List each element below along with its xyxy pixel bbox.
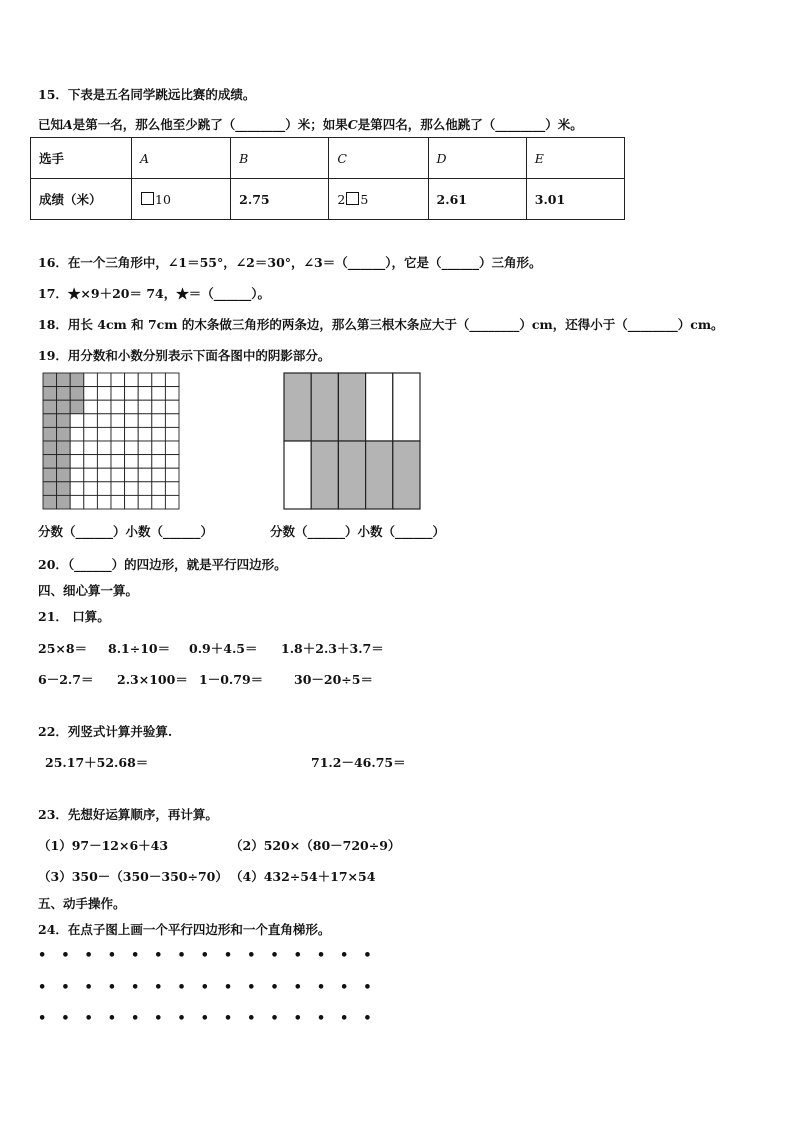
grid-cell xyxy=(125,427,139,441)
q15-letter-a: A xyxy=(63,117,73,132)
q22-title: 22．列竖式计算并验算. xyxy=(38,724,173,739)
grid-cell xyxy=(84,387,98,401)
q23-item: （3）350－（350－350÷70） xyxy=(38,869,228,884)
score-a-digits: 10 xyxy=(155,191,171,207)
rect-part xyxy=(284,441,311,509)
grid-cell xyxy=(138,468,152,482)
grid-cell xyxy=(111,495,125,509)
grid-cell xyxy=(138,400,152,414)
table-cell-player: E xyxy=(526,138,624,179)
grid-cell xyxy=(70,387,84,401)
table-cell-score-d: 2.61 xyxy=(428,179,526,220)
table-cell-score-a xyxy=(132,179,231,220)
grid-cell xyxy=(152,414,166,428)
rect-part xyxy=(393,441,420,509)
grid-cell xyxy=(70,373,84,387)
grid-cell xyxy=(84,414,98,428)
grid-cell xyxy=(138,482,152,496)
q21-title: 21． 口算。 xyxy=(38,609,110,624)
table-cell-player: C xyxy=(329,138,428,179)
grid-cell xyxy=(165,441,179,455)
grid-cell xyxy=(152,400,166,414)
grid-cell xyxy=(43,468,57,482)
rect-part xyxy=(366,373,393,441)
grid-cell xyxy=(70,468,84,482)
grid-cell xyxy=(57,482,71,496)
grid-cell xyxy=(152,455,166,469)
grid-cell xyxy=(111,414,125,428)
grid-cell xyxy=(111,455,125,469)
grid-cell xyxy=(165,455,179,469)
grid-cell xyxy=(70,414,84,428)
grid-cell xyxy=(84,373,98,387)
grid-cell xyxy=(138,387,152,401)
grid-cell xyxy=(43,414,57,428)
rect-part xyxy=(338,441,365,509)
grid-cell xyxy=(138,414,152,428)
grid-cell xyxy=(57,455,71,469)
q19-answer-left: 分数（______）小数（______） xyxy=(38,524,214,539)
q16: 16．在一个三角形中，∠1＝55°，∠2＝30°，∠3＝（______），它是（______）三角形。 xyxy=(38,255,542,270)
q20: 20．（______）的四边形，就是平行四边形。 xyxy=(38,557,287,572)
q21-item: 6－2.7＝ xyxy=(38,672,94,687)
grid-cell xyxy=(165,400,179,414)
q19-rectangle-figure xyxy=(283,372,423,512)
grid-cell xyxy=(43,495,57,509)
grid-cell xyxy=(84,482,98,496)
q15-question xyxy=(38,115,583,133)
grid-cell xyxy=(111,482,125,496)
grid-cell xyxy=(70,441,84,455)
grid-cell xyxy=(57,495,71,509)
grid-cell xyxy=(70,400,84,414)
score-c-prefix: 2 xyxy=(337,191,346,207)
grid-cell xyxy=(165,495,179,509)
grid-cell xyxy=(152,482,166,496)
q15-score-table xyxy=(30,137,625,220)
q21-item: 1－0.79＝ xyxy=(199,672,264,687)
q21-item: 30－20÷5＝ xyxy=(294,672,373,687)
grid-cell xyxy=(125,373,139,387)
grid-cell xyxy=(97,414,111,428)
table-cell-player: B xyxy=(231,138,329,179)
grid-cell xyxy=(111,468,125,482)
q21-item: 0.9＋4.5＝ xyxy=(189,641,258,656)
blank-box-icon xyxy=(346,192,359,205)
q15-title: 15．下表是五名同学跳远比赛的成绩。 xyxy=(38,87,256,102)
grid-cell xyxy=(84,441,98,455)
grid-cell xyxy=(152,441,166,455)
table-row xyxy=(31,179,625,220)
dot-row: • • • • • • • • • • • • • • • xyxy=(38,1011,377,1026)
grid-cell xyxy=(138,441,152,455)
rect-part xyxy=(284,373,311,441)
grid-cell xyxy=(125,495,139,509)
grid-cell xyxy=(84,400,98,414)
grid-cell xyxy=(111,427,125,441)
grid-cell xyxy=(138,373,152,387)
q22-item: 25.17＋52.68＝ xyxy=(45,755,149,770)
grid-cell xyxy=(43,387,57,401)
rect-part xyxy=(366,441,393,509)
grid-cell xyxy=(97,495,111,509)
grid-cell xyxy=(165,414,179,428)
grid-cell xyxy=(97,427,111,441)
score-c-suffix: 5 xyxy=(360,191,369,207)
q15-part2: 是第四名，那么他跳了（________）米。 xyxy=(357,117,583,132)
grid-cell xyxy=(152,495,166,509)
q24-title: 24．在点子图上画一个平行四边形和一个直角梯形。 xyxy=(38,922,331,937)
q19-answer-right: 分数（______）小数（______） xyxy=(270,524,446,539)
q21-item: 8.1÷10＝ xyxy=(108,641,171,656)
grid-cell xyxy=(70,495,84,509)
q21-item: 1.8＋2.3＋3.7＝ xyxy=(281,641,384,656)
grid-cell xyxy=(84,427,98,441)
grid-cell xyxy=(43,400,57,414)
q23-item: （1）97－12×6＋43 xyxy=(38,838,169,853)
dot-row: • • • • • • • • • • • • • • • xyxy=(38,948,377,963)
table-cell-player: D xyxy=(428,138,526,179)
section-4-heading: 四、细心算一算。 xyxy=(38,583,139,598)
grid-cell xyxy=(97,400,111,414)
grid-cell xyxy=(165,427,179,441)
q23-item: （4）432÷54＋17×54 xyxy=(230,869,376,884)
grid-cell xyxy=(97,468,111,482)
grid-cell xyxy=(152,387,166,401)
grid-cell xyxy=(165,373,179,387)
q23-title: 23．先想好运算顺序，再计算。 xyxy=(38,807,218,822)
grid-cell xyxy=(57,468,71,482)
grid-cell xyxy=(138,455,152,469)
grid-cell xyxy=(152,373,166,387)
q17: 17．★×9＋20＝ 74，★＝（______）。 xyxy=(38,286,270,301)
grid-cell xyxy=(125,468,139,482)
rect-part xyxy=(311,441,338,509)
grid-cell xyxy=(125,482,139,496)
q19-hundred-grid xyxy=(42,372,182,512)
table-row-label: 成绩（米） xyxy=(31,179,132,220)
grid-cell xyxy=(165,482,179,496)
q19-title: 19．用分数和小数分别表示下面各图中的阴影部分。 xyxy=(38,348,331,363)
q22-item: 71.2－46.75＝ xyxy=(311,755,406,770)
grid-cell xyxy=(84,455,98,469)
grid-cell xyxy=(125,414,139,428)
grid-cell xyxy=(97,373,111,387)
grid-cell xyxy=(138,427,152,441)
q15-known: 已知 xyxy=(38,117,64,132)
table-cell-score-c xyxy=(329,179,428,220)
rect-part xyxy=(338,373,365,441)
grid-cell xyxy=(43,441,57,455)
q15-letter-c: C xyxy=(347,117,358,132)
rect-part xyxy=(311,373,338,441)
table-header-label: 选手 xyxy=(31,138,132,179)
grid-cell xyxy=(138,495,152,509)
q21-item: 25×8＝ xyxy=(38,641,88,656)
grid-cell xyxy=(97,482,111,496)
grid-cell xyxy=(97,387,111,401)
grid-cell xyxy=(57,414,71,428)
table-cell-score-b: 2.75 xyxy=(231,179,329,220)
table-cell-player: A xyxy=(132,138,231,179)
dot-row: • • • • • • • • • • • • • • • xyxy=(38,980,377,995)
grid-cell xyxy=(125,455,139,469)
grid-cell xyxy=(111,373,125,387)
grid-cell xyxy=(57,400,71,414)
grid-cell xyxy=(165,468,179,482)
grid-cell xyxy=(84,495,98,509)
grid-cell xyxy=(57,387,71,401)
grid-cell xyxy=(152,468,166,482)
grid-cell xyxy=(165,387,179,401)
grid-cell xyxy=(43,427,57,441)
grid-cell xyxy=(97,455,111,469)
q15-part1: 是第一名，那么他至少跳了（________）米；如果 xyxy=(72,117,348,132)
grid-cell xyxy=(57,427,71,441)
grid-cell xyxy=(57,441,71,455)
grid-cell xyxy=(97,441,111,455)
grid-cell xyxy=(43,373,57,387)
grid-cell xyxy=(70,455,84,469)
grid-cell xyxy=(70,482,84,496)
blank-box-icon xyxy=(141,192,154,205)
grid-cell xyxy=(70,427,84,441)
grid-cell xyxy=(125,441,139,455)
rect-part xyxy=(393,373,420,441)
q23-item: （2）520×（80－720÷9） xyxy=(230,838,401,853)
grid-cell xyxy=(111,441,125,455)
grid-cell xyxy=(57,373,71,387)
grid-cell xyxy=(125,400,139,414)
section-5-heading: 五、动手操作。 xyxy=(38,896,126,911)
q21-item: 2.3×100＝ xyxy=(117,672,188,687)
grid-cell xyxy=(84,468,98,482)
grid-cell xyxy=(152,427,166,441)
grid-cell xyxy=(43,482,57,496)
table-row xyxy=(31,138,625,179)
grid-cell xyxy=(111,387,125,401)
grid-cell xyxy=(111,400,125,414)
grid-cell xyxy=(125,387,139,401)
grid-cell xyxy=(43,455,57,469)
table-cell-score-e: 3.01 xyxy=(526,179,624,220)
q18: 18．用长 4cm 和 7cm 的木条做三角形的两条边，那么第三根木条应大于（________）cm，还得小于（________）cm。 xyxy=(38,317,724,332)
